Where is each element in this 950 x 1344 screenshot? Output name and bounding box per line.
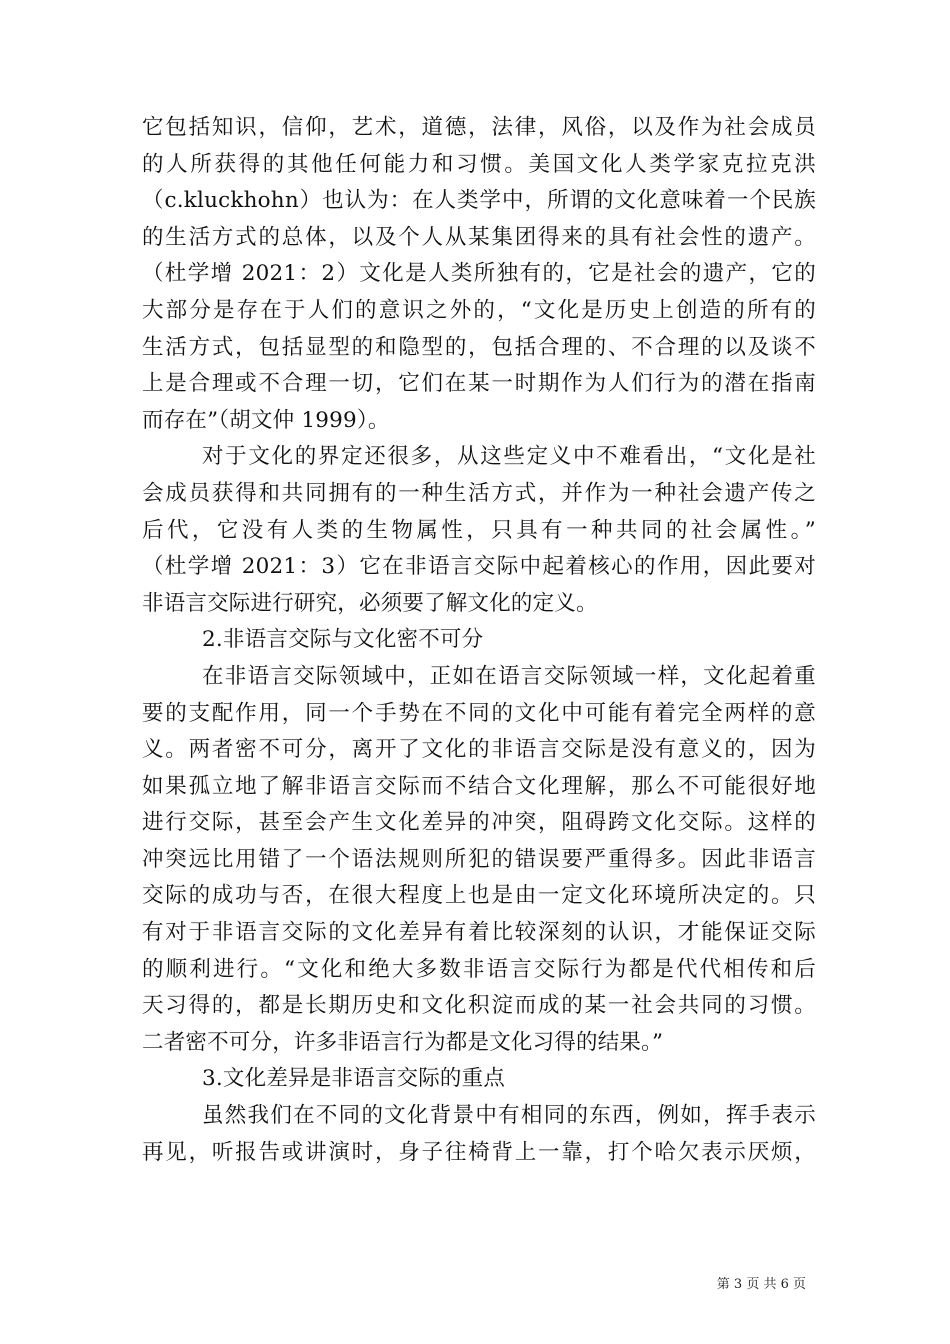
text-line: 生活方式，包括显型的和隐型的，包括合理的、不合理的以及谈不	[142, 334, 816, 360]
text-line: 冲突远比用错了一个语法规则所犯的错误要严重得多。因此非语言	[142, 846, 816, 872]
text-line: 义。两者密不可分，离开了文化的非语言交际是没有意义的，因为	[142, 737, 816, 763]
text-line: 二者密不可分，许多非语言行为都是文化习得的结果。”	[142, 1029, 664, 1055]
text-line: 而存在”（胡文仲 1999）。	[142, 407, 390, 433]
text-line: 它包括知识，信仰，艺术，道德，法律，风俗，以及作为社会成员	[142, 115, 816, 140]
page-number: 第 3 页 共 6 页	[716, 1277, 806, 1292]
paragraph-first-line: 虽然我们在不同的文化背景中有相同的东西，例如，挥手表示	[202, 1103, 816, 1129]
body-text	[142, 110, 816, 1171]
text-line: （c.kluckhohn）也认为：在人类学中，所谓的文化意味着一个民族	[142, 188, 816, 214]
text-line: 会成员获得和共同拥有的一种生活方式，并作为一种社会遗产传之	[142, 480, 816, 506]
text-line: 天习得的，都是长期历史和文化积淀而成的某一社会共同的习惯。	[142, 993, 816, 1019]
text-line: 交际的成功与否，在很大程度上也是由一定文化环境所决定的。只	[142, 883, 816, 909]
text-line: 非语言交际进行研究，必须要了解文化的定义。	[142, 590, 598, 616]
text-line: （杜学增 2021：2）文化是人类所独有的，它是社会的遗产，它的	[142, 261, 816, 287]
paragraph-first-line: 对于文化的界定还很多，从这些定义中不难看出，“文化是社	[202, 444, 816, 470]
section-heading: 2.非语言交际与文化密不可分	[202, 627, 484, 653]
text-line: 要的支配作用，同一个手势在不同的文化中可能有着完全两样的意	[142, 700, 816, 726]
text-line: 后代，它没有人类的生物属性，只具有一种共同的社会属性。”	[142, 517, 816, 543]
text-line: 的生活方式的总体，以及个人从某集团得来的具有社会性的遗产。	[142, 224, 816, 250]
text-line: 的顺利进行。“文化和绝大多数非语言交际行为都是代代相传和后	[142, 956, 816, 982]
text-line: 有对于非语言交际的文化差异有着比较深刻的认识，才能保证交际	[142, 920, 816, 946]
text-line: 再见，听报告或讲演时，身子往椅背上一靠，打个哈欠表示厌烦，	[142, 1139, 816, 1165]
text-line: 大部分是存在于人们的意识之外的，“文化是历史上创造的所有的	[142, 297, 816, 323]
text-line: 进行交际，甚至会产生文化差异的冲突，阻碍跨文化交际。这样的	[142, 810, 816, 836]
text-line: 如果孤立地了解非语言交际而不结合文化理解，那么不可能很好地	[142, 773, 816, 799]
text-line: 上是合理或不合理一切，它们在某一时期作为人们行为的潜在指南	[142, 371, 816, 397]
section-heading: 3.文化差异是非语言交际的重点	[202, 1066, 506, 1092]
text-line: 的人所获得的其他任何能力和习惯。美国文化人类学家克拉克洪	[142, 151, 816, 177]
paragraph-first-line: 在非语言交际领域中，正如在语言交际领域一样，文化起着重	[202, 663, 816, 689]
text-line: （杜学增 2021：3）它在非语言交际中起着核心的作用，因此要对	[142, 554, 816, 580]
